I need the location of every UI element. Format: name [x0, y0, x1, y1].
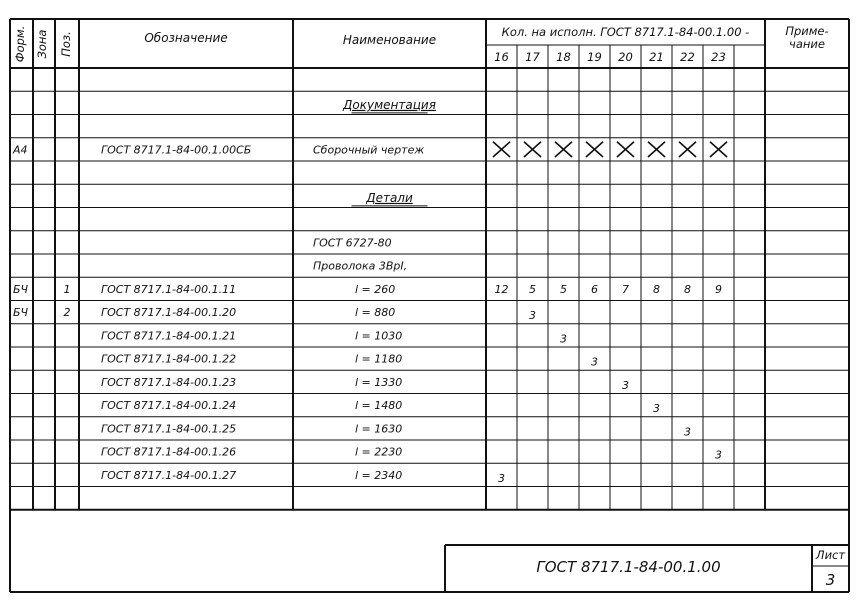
header-format: Форм.: [13, 25, 27, 63]
row-designation: ГОСТ 8717.1-84-00.1.11: [101, 282, 237, 296]
header-variant-19: 19: [587, 50, 602, 64]
row-designation: ГОСТ 8717.1-84-00.1.22: [101, 352, 237, 366]
header-variant-21: 21: [649, 50, 664, 64]
row-length: l = 1630: [355, 422, 403, 436]
row-format: БЧ: [13, 306, 29, 320]
row-designation: ГОСТ 8717.1-84-00.1.20: [101, 306, 237, 320]
header-variant-18: 18: [556, 50, 571, 64]
header-note-line1: Приме-: [785, 24, 829, 38]
header-pos: Поз.: [59, 31, 73, 57]
row-pos: 1: [63, 282, 71, 296]
row-length: l = 1480: [355, 399, 403, 413]
row-length: l = 1180: [355, 352, 403, 366]
qty-value: 3: [653, 402, 660, 416]
qty-value: 3: [498, 471, 505, 485]
row-length: l = 880: [355, 306, 396, 320]
header-zone: Зона: [35, 29, 49, 59]
qty-value: 8: [653, 282, 660, 296]
cross-mark-icon: [586, 142, 603, 157]
row-designation: ГОСТ 8717.1-84-00.1.24: [101, 399, 237, 413]
row-length: l = 2230: [355, 445, 403, 459]
section-heading: Детали: [366, 190, 413, 205]
header-variant-20: 20: [618, 50, 633, 64]
header-qty-title: Кол. на исполн. ГОСТ 8717.1-84-00.1.00 -: [501, 25, 750, 39]
cross-mark-icon: [555, 142, 572, 157]
row-length: l = 1030: [355, 329, 403, 343]
cross-mark-icon: [524, 142, 541, 157]
cross-mark-icon: [493, 142, 510, 157]
qty-value: 3: [684, 425, 691, 439]
cross-mark-icon: [648, 142, 665, 157]
row-designation: ГОСТ 8717.1-84-00.1.23: [101, 375, 237, 389]
qty-value: 7: [622, 282, 629, 296]
qty-value: 5: [529, 282, 536, 296]
row-name: Сборочный чертеж: [313, 143, 425, 157]
header-variant-17: 17: [525, 50, 540, 64]
header-variant-16: 16: [494, 50, 509, 64]
qty-value: 5: [560, 282, 567, 296]
header-name: Наименование: [342, 33, 437, 47]
qty-value: 3: [591, 355, 598, 369]
row-designation: ГОСТ 8717.1-84-00.1.25: [101, 422, 237, 436]
row-designation: ГОСТ 8717.1-84-00.1.21: [101, 329, 237, 343]
qty-value: 8: [684, 282, 691, 296]
section-heading: Документация: [343, 97, 436, 112]
sheet-label: Лист: [815, 548, 846, 562]
row-format: А4: [13, 143, 28, 157]
text-layer: [12, 24, 845, 589]
qty-value: 12: [494, 282, 509, 296]
qty-value: 6: [591, 282, 598, 296]
header-variant-23: 23: [711, 50, 726, 64]
row-name: ГОСТ 6727-80: [313, 236, 392, 250]
row-designation: ГОСТ 8717.1-84-00.1.27: [101, 468, 237, 482]
row-name: Проволока 3ВрI,: [313, 259, 408, 273]
header-variant-22: 22: [680, 50, 695, 64]
row-length: l = 1330: [355, 375, 403, 389]
header-note-line2: чание: [789, 37, 825, 51]
qty-value: 3: [560, 332, 567, 346]
row-pos: 2: [63, 306, 71, 320]
row-format: БЧ: [13, 282, 29, 296]
qty-value: 3: [622, 378, 629, 392]
row-designation: ГОСТ 8717.1-84-00.1.00СБ: [101, 143, 252, 157]
cross-mark-icon: [710, 142, 727, 157]
qty-value: 3: [529, 309, 536, 323]
document-number: ГОСТ 8717.1-84-00.1.00: [536, 558, 721, 576]
row-length: l = 260: [355, 282, 396, 296]
row-length: l = 2340: [355, 468, 403, 482]
qty-value: 3: [715, 448, 722, 462]
cross-mark-icon: [617, 142, 634, 157]
header-designation: Обозначение: [144, 31, 228, 45]
sheet-number: 3: [825, 571, 836, 589]
qty-value: 9: [715, 282, 722, 296]
row-designation: ГОСТ 8717.1-84-00.1.26: [101, 445, 237, 459]
cross-mark-icon: [679, 142, 696, 157]
